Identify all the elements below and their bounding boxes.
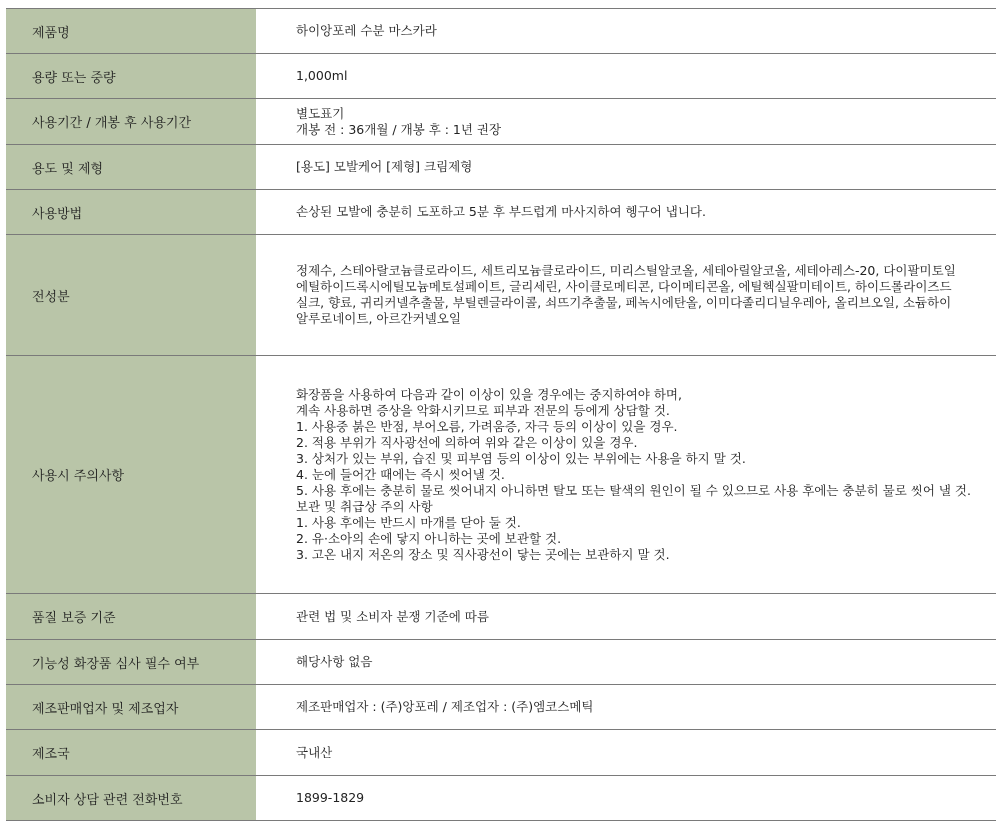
row-label: 제조판매업자 및 제조업자 — [6, 685, 256, 730]
row-label: 전성분 — [6, 235, 256, 356]
row-label: 사용기간 / 개봉 후 사용기간 — [6, 99, 256, 145]
row-label: 사용시 주의사항 — [6, 356, 256, 594]
row-value: 해당사항 없음 — [256, 640, 996, 685]
row-label: 품질 보증 기준 — [6, 594, 256, 640]
table-row — [6, 235, 996, 356]
row-label: 제조국 — [6, 730, 256, 776]
row-value: 하이앙포레 수분 마스카라 — [256, 9, 996, 54]
table-row — [6, 356, 996, 594]
row-label: 용도 및 제형 — [6, 145, 256, 190]
row-value: 국내산 — [256, 730, 996, 776]
table-row — [6, 54, 996, 99]
table-row — [6, 685, 996, 730]
row-value: [용도] 모발케어 [제형] 크림제형 — [256, 145, 996, 190]
row-value: 1899-1829 — [256, 776, 996, 821]
row-value: 관련 법 및 소비자 분쟁 기준에 따름 — [256, 594, 996, 640]
table-row — [6, 99, 996, 145]
table-row — [6, 776, 996, 821]
row-value: 별도표기 개봉 전 : 36개월 / 개봉 후 : 1년 권장 — [256, 99, 996, 145]
row-value: 손상된 모발에 충분히 도포하고 5분 후 부드럽게 마사지하여 헹구어 냅니다. — [256, 190, 996, 235]
table-row — [6, 730, 996, 776]
row-label: 소비자 상담 관련 전화번호 — [6, 776, 256, 821]
row-value: 1,000ml — [256, 54, 996, 99]
table-row — [6, 9, 996, 54]
product-info-table — [6, 8, 996, 821]
table-row — [6, 594, 996, 640]
table-row — [6, 640, 996, 685]
row-value: 정제수, 스테아랄코늄클로라이드, 세트리모늄클로라이드, 미리스틸알코올, 세테아릴알코올, 세테아레스-20, 다이팔미토일 에틸하이드록시에틸모늄메토설페이트, 글리세린, 사이클로메티콘, 다이메티콘올, 에틸헥실팔미테이트, 하이드롤라이즈드 실크, 향료, 귀리커넬추출물, 부틸렌글라이콜, 쇠뜨기추출물, 페녹시에탄올, 이미다졸리디닐우레아, 올리브오일, 소듐하이 알루로네이트, 아르간커넬오일 — [256, 235, 996, 356]
row-label: 용량 또는 중량 — [6, 54, 256, 99]
table-row — [6, 190, 996, 235]
row-value: 제조판매업자 : (주)앙포레 / 제조업자 : (주)엠코스메틱 — [256, 685, 996, 730]
table-row — [6, 145, 996, 190]
row-label: 제품명 — [6, 9, 256, 54]
row-value: 화장품을 사용하여 다음과 같이 이상이 있을 경우에는 중지하여야 하며, 계속 사용하면 증상을 악화시키므로 피부과 전문의 등에게 상담할 것. 1. 사용중 붉은 반점, 부어오름, 가려움증, 자극 등의 이상이 있을 경우. 2. 적용 부위가 직사광선에 의하여 위와 같은 이상이 있을 경우. 3. 상처가 있는 부위, 습진 및 피부염 등의 이상이 있는 부위에는 사용을 하지 말 것. 4. 눈에 들어간 때에는 즉시 씻어낼 것. 5. 사용 후에는 충분히 물로 씻어내지 아니하면 탈모 또는 탈색의 원인이 될 수 있으므로 사용 후에는 충분히 물로 씻어 낼 것. 보관 및 취급상 주의 사항 1. 사용 후에는 반드시 마개를 닫아 둘 것. 2. 유·소아의 손에 닿지 아니하는 곳에 보관할 것. 3. 고온 내지 저온의 장소 및 직사광선이 닿는 곳에는 보관하지 말 것. — [256, 356, 996, 594]
row-label: 기능성 화장품 심사 필수 여부 — [6, 640, 256, 685]
row-label: 사용방법 — [6, 190, 256, 235]
